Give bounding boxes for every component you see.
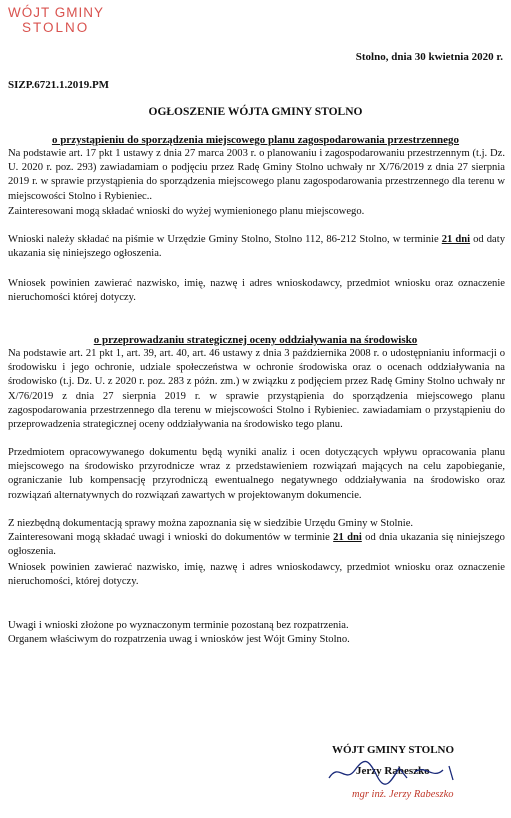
section1-paragraph-4: Wniosek powinien zawierać nazwisko, imię, nazwę i adres wnioskodawcy, przedmiot wniosku oraz oznaczenie nieruchomości której dotyczy. — [8, 278, 505, 304]
signature-name: Jerzy Rabeszko — [356, 765, 430, 777]
place-and-date: Stolno, dnia 30 kwietnia 2020 r. — [355, 51, 503, 63]
section1-heading: o przystąpieniu do sporządzenia miejscowego planu zagospodarowania przestrzennego — [51, 134, 460, 146]
closing-line-2: Organem właściwym do rozpatrzenia uwag i wniosków jest Wójt Gminy Stolno. — [8, 634, 350, 645]
document-title: OGŁOSZENIE WÓJTA GMINY STOLNO — [148, 106, 363, 118]
section2-paragraph-2: Przedmiotem opracowywanego dokumentu będą wyniki analiz i ocen dotyczących wpływu opracowania planu miejscowego na środowisko przyrodnicze wraz z przedstawieniem rozwiązań mających na celu zapobieganie, ograniczanie lub kompensację przyrodniczą ewentualnego negatywnego oddziaływania na środowisko oraz rozwiązań alternatywnych do rozwiązań zawartych w projektowanym dokumencie. — [8, 447, 505, 501]
section2-paragraph-1: Na podstawie art. 21 pkt 1, art. 39, art. 40, art. 46 ustawy z dnia 3 października 2008 r. o udostępnianiu informacji o środowisku i jego ochronie, udziale społeczeństwa w ochronie środowiska oraz o ocenach oddziaływania na środowisko (t.j. Dz. U. z 2020 r. poz. 283 z późn. zm.) w związku z podjęciem przez Radę Gminy Stolno uchwały nr X/76/2019 z dnia 27 sierpnia 2019 r. w sprawie przystąpienia do sporządzenia miejscowego planu zagospodarowania przestrzennego dla terenu w miejscowości Stolno i Rybieniec. zawiadamiam o przystąpieniu do przeprowadzenia strategicznej oceny oddziaływania na środowisko tego planu. — [8, 348, 505, 431]
s1p3-deadline: 21 dni — [441, 234, 471, 245]
section1-paragraph-3 — [8, 233, 505, 261]
s1p3-text-b: od daty ukazania się niniejszego ogłoszenia. — [8, 234, 505, 260]
reference-number: SIZP.6721.1.2019.PM — [8, 79, 110, 91]
logo-line-2: STOLNO — [22, 20, 90, 35]
s2p4-deadline: 21 dni — [333, 532, 362, 543]
s2p4-text-b: od dnia ukazania się niniejszego ogłoszenia. — [8, 532, 505, 558]
signature-stamp: mgr inż. Jerzy Rabeszko — [352, 789, 454, 800]
closing-line-1: Uwagi i wnioski złożone po wyznaczonym terminie pozostaną bez rozpatrzenia. — [8, 620, 349, 631]
municipality-logo-stamp — [8, 5, 104, 35]
section2-paragraph-3: Z niezbędną dokumentacją sprawy można zapoznania się w siedzibie Urzędu Gminy w Stolnie. — [8, 518, 414, 529]
section1-paragraph-2: Zainteresowani mogą składać wnioski do wyżej wymienionego planu miejscowego. — [8, 206, 365, 217]
section2-heading: o przeprowadzaniu strategicznej oceny oddziaływania na środowisko — [93, 334, 418, 346]
section2-paragraph-4 — [8, 531, 505, 559]
s1p3-text-a: Wnioski należy składać na piśmie w Urzędzie Gminy Stolno, Stolno 112, 86-212 Stolno, w terminie — [8, 234, 442, 245]
section2-paragraph-5: Wniosek powinien zawierać nazwisko, imię, nazwę i adres wnioskodawcy, przedmiot wniosku oraz oznaczenie nieruchomości, której dotyczy. — [8, 562, 505, 588]
signature-role: WÓJT GMINY STOLNO — [332, 744, 455, 756]
handwritten-signature — [325, 758, 475, 786]
section1-paragraph-1: Na podstawie art. 17 pkt 1 ustawy z dnia 27 marca 2003 r. o planowaniu i zagospodarowaniu przestrzennym (t.j. Dz. U. 2020 r. poz. 293) zawiadamiam o podjęciu przez Radę Gminy Stolno uchwały nr X/76/2019 z dnia 27 sierpnia 2019 r. w sprawie przystąpienia do sporządzenia miejscowego planu zagospodarowania przestrzennego dla terenu w miejscowości Stolno i Rybieniec.. — [8, 148, 505, 202]
s2p4-text-a: Zainteresowani mogą składać uwagi i wnioski do dokumentów w terminie — [8, 532, 334, 543]
logo-line-1: WÓJT GMINY — [8, 5, 104, 20]
